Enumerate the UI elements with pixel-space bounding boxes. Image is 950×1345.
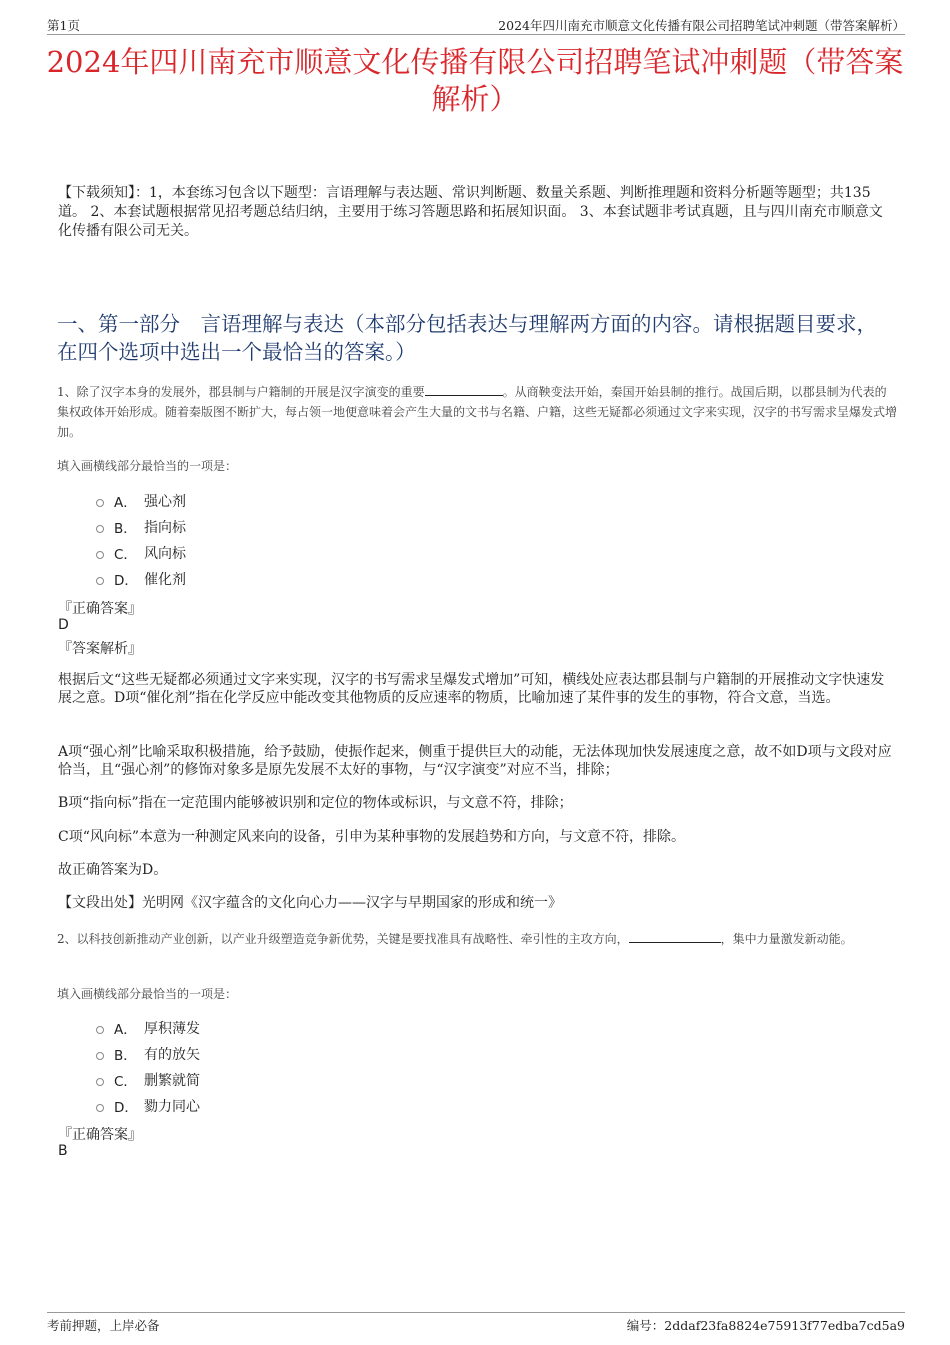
analysis-paragraph: A项“强心剂”比喻采取积极措施，给予鼓励，使振作起来，侧重于提供巨大的动能，无法体现加快发展速度之意，故不如D项与文段对应恰当，且“强心剂”的修饰对象多是原先发展不太好的事物，与“汉字演变”对应不当，排除；	[58, 744, 892, 778]
answer-label: 『正确答案』	[58, 601, 142, 617]
page-footer	[47, 1312, 905, 1335]
radio-icon[interactable]	[96, 525, 104, 533]
answer-value: D	[58, 617, 69, 633]
answer-blank	[425, 383, 503, 396]
analysis-paragraph: C项“风向标”本意为一种测定风来向的设备，引申为某种事物的发展趋势和方向，与文意不符，排除。	[58, 829, 686, 845]
radio-icon[interactable]	[96, 499, 104, 507]
option-a[interactable]: A． 厚积薄发	[96, 1018, 200, 1038]
option-b[interactable]: B． 有的放矢	[96, 1044, 200, 1064]
question-1-prompt: 填入画横线部分最恰当的一项是：	[57, 459, 238, 473]
option-d[interactable]: D． 催化剂	[96, 569, 186, 589]
option-c[interactable]: C． 风向标	[96, 543, 186, 563]
footer-slogan: 考前押题，上岸必备	[47, 1318, 160, 1333]
analysis-paragraph: 根据后文“这些无疑都必须通过文字来实现，汉字的书写需求呈爆发式增加”可知，横线处应表达郡县制与户籍制的开展推动文字快速发展之意。D项“催化剂”指在化学反应中能改变其他物质的反应速率的物质，比喻加速了某件事的发生的事物，符合文意，当选。	[58, 672, 885, 706]
section-heading: 一、第一部分 言语理解与表达（本部分包括表达与理解两方面的内容。请根据题目要求，在四个选项中选出一个最恰当的答案。）	[57, 312, 877, 364]
radio-icon[interactable]	[96, 551, 104, 559]
option-a[interactable]: A． 强心剂	[96, 491, 186, 511]
analysis-paragraph: B项“指向标”指在一定范围内能够被识别和定位的物体或标识，与文意不符，排除；	[58, 795, 573, 811]
radio-icon[interactable]	[96, 1078, 104, 1086]
download-notice: 【下载须知】：1，本套练习包含以下题型：言语理解与表达题、常识判断题、数量关系题、判断推理题和资料分析题等题型；共135道。 2、本套试题根据常见招考题总结归纳，主要用于练习答题思路和拓展知识面。 3、本套试题非考试真题，且与四川南充市顺意文化传播有限公司无关。	[58, 185, 883, 239]
answer-value: B	[58, 1143, 68, 1159]
document-title: 2024年四川南充市顺意文化传播有限公司招聘笔试冲刺题（带答案解析）	[46, 45, 904, 116]
answer-blank	[629, 930, 721, 943]
question-2-prompt: 填入画横线部分最恰当的一项是：	[57, 987, 238, 1001]
radio-icon[interactable]	[96, 1026, 104, 1034]
source-citation: 【文段出处】光明网《汉字蕴含的文化向心力——汉字与早期国家的形成和统一》	[58, 895, 562, 911]
radio-icon[interactable]	[96, 577, 104, 585]
page-header	[47, 14, 905, 35]
option-b[interactable]: B． 指向标	[96, 517, 186, 537]
option-d[interactable]: D． 勠力同心	[96, 1096, 200, 1116]
analysis-paragraph: 故正确答案为D。	[58, 862, 168, 878]
question-1-text: 1、除了汉字本身的发展外，郡县制与户籍制的开展是汉字演变的重要 。从商鞅变法开始，秦国开始县制的推行。战国后期，以郡县制为代表的集权政体开始形成。随着秦版图不断扩大，每占领一地便意味着会产生大量的文书与名籍、户籍，这些无疑都必须通过文字来实现，汉字的书写需求呈爆发式增加。	[57, 385, 898, 439]
radio-icon[interactable]	[96, 1052, 104, 1060]
radio-icon[interactable]	[96, 1104, 104, 1112]
analysis-label: 『答案解析』	[58, 641, 142, 657]
option-c[interactable]: C． 删繁就简	[96, 1070, 200, 1090]
question-2-text: 2、以科技创新推动产业创新，以产业升级塑造竞争新优势，关键是要找准具有战略性、牵引性的主攻方向， ，集中力量激发新动能。	[57, 932, 853, 946]
answer-label: 『正确答案』	[58, 1127, 142, 1143]
page-number: 第1页	[47, 18, 80, 33]
document-id: 编号：2ddaf23fa8824e75913f77edba7cd5a9	[626, 1318, 905, 1333]
header-doc-title: 2024年四川南充市顺意文化传播有限公司招聘笔试冲刺题（带答案解析）	[498, 18, 905, 33]
